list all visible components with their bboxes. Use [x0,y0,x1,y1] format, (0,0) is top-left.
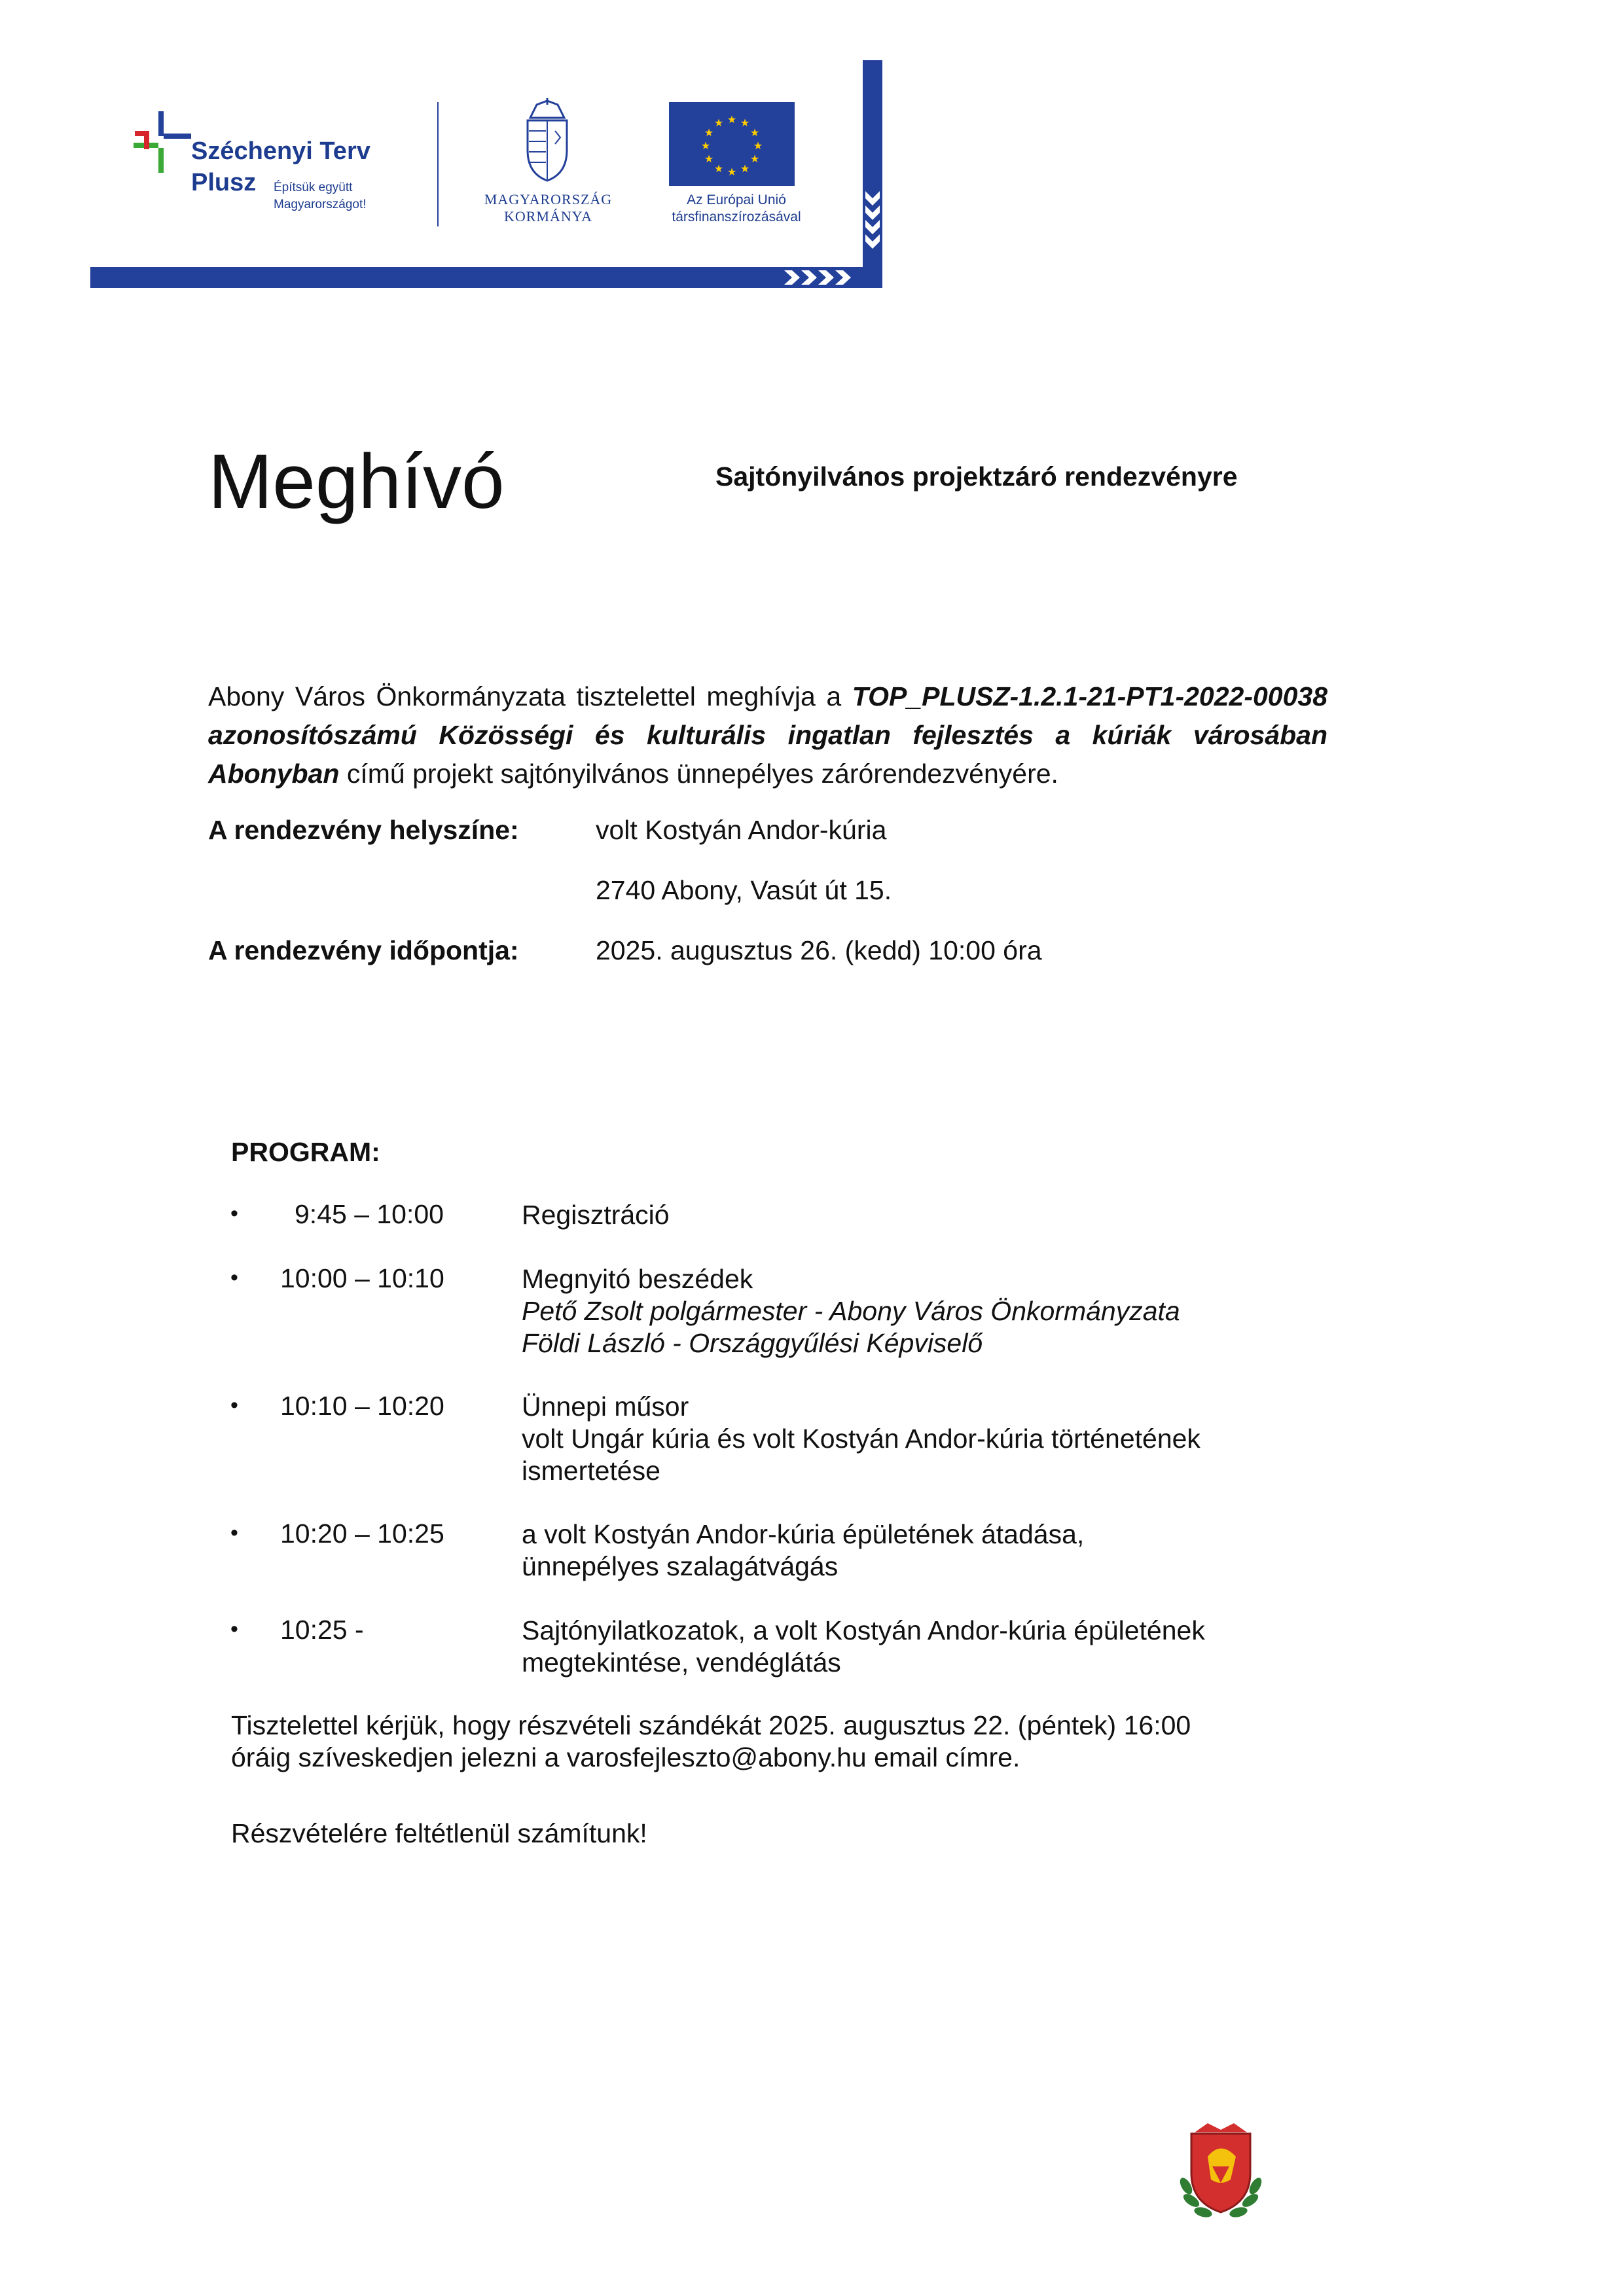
intro-text-2: című projekt sajtónyilvános ünnepélyes zárórendezvényére. [339,759,1058,789]
program-item-line: volt Ungár kúria és volt Kostyán Andor-kúria történetének [522,1424,1200,1454]
header-divider [437,102,439,226]
speaker-line: Pető Zsolt polgármester - Abony Város Önkormányzata [522,1296,1180,1326]
svg-text:★: ★ [740,117,750,129]
bullet-icon: • [230,1265,238,1290]
program-item-description [522,1391,1200,1487]
program-item-line: Sajtónyilatkozatok, a volt Kostyán Andor-kúria épületének [522,1615,1205,1645]
program-item-description [522,1199,670,1231]
program-item-line: Regisztráció [522,1200,670,1230]
eu-logo-line2: társfinanszírozásával [672,209,801,224]
location-label: A rendezvény helyszíne: [208,815,519,845]
program-time: 10:10 – 10:20 [280,1391,444,1421]
intro-text-1: Abony Város Önkormányzata tisztelettel meghívja a [208,681,852,711]
rsvp-line-1: Tisztelettel kérjük, hogy részvételi szándékát 2025. augusztus 22. (péntek) 16:00 [231,1710,1191,1740]
szechenyi-slogan-1: Építsük együtt [274,181,353,194]
bullet-icon: • [230,1201,238,1226]
page-subtitle: Sajtónyilvános projektzáró rendezvényre [715,461,1238,492]
program-item-description [522,1263,1180,1359]
bullet-icon: • [230,1393,238,1418]
program-time: 10:20 – 10:25 [280,1518,444,1549]
speaker-line: Földi László - Országgyűlési Képviselő [522,1328,983,1358]
szechenyi-slogan-2: Magyarországot! [274,198,367,211]
svg-text:★: ★ [713,162,724,175]
eu-logo-line1: Az Európai Unió [687,192,786,207]
szechenyi-logo-icon [131,111,193,173]
location-value-1: volt Kostyán Andor-kúria [596,815,887,845]
svg-text:★: ★ [704,152,714,165]
program-item-line: ünnepélyes szalagátvágás [522,1551,839,1581]
closing-line: Részvételére feltétlenül számítunk! [231,1818,647,1848]
rsvp-line-2: óráig szíveskedjen jelezni a varosfejleszto@abony.hu email címre. [231,1742,1020,1772]
szechenyi-logo-line1: Széchenyi Terv [191,137,370,165]
svg-text:★: ★ [753,139,763,152]
svg-text:★: ★ [727,166,737,178]
location-value-2: 2740 Abony, Vasút út 15. [596,875,892,905]
abony-coat-of-arms-icon [1172,2121,1270,2225]
program-heading: PROGRAM: [231,1137,380,1167]
rsvp-paragraph [231,1710,1344,1774]
government-logo-line2: KORMÁNYA [503,208,593,224]
date-value: 2025. augusztus 26. (kedd) 10:00 óra [596,935,1042,965]
svg-text:★: ★ [740,162,750,175]
bullet-icon: • [230,1520,238,1545]
program-time: 10:25 - [280,1615,364,1645]
svg-text:★: ★ [749,126,760,139]
svg-text:★: ★ [749,152,760,165]
program-item-line: a volt Kostyán Andor-kúria épületének átadása, [522,1519,1085,1549]
program-item-line: Ünnepi műsor [522,1391,689,1422]
program-item-line: megtekintése, vendéglátás [522,1647,841,1677]
svg-text:★: ★ [727,113,737,126]
program-item-line: ismertetése [522,1456,660,1486]
hungarian-coat-of-arms-icon [521,98,573,183]
svg-text:★: ★ [700,139,711,152]
program-item-description [522,1518,1084,1583]
government-logo-line1: MAGYARORSZÁG [484,191,613,207]
program-item-line: Megnyitó beszédek [522,1264,753,1294]
intro-paragraph [208,677,1327,793]
szechenyi-logo-line2: Plusz [191,169,257,196]
svg-text:★: ★ [704,126,714,139]
project-identifier: TOP_PLUSZ-1.2.1-21-PT1-2022-00038 azonosítószámú Közösségi és kulturális ingatlan fejlesztés a kúriák városában Abonyban [208,681,1327,789]
svg-text:★: ★ [713,117,724,129]
page-title: Meghívó [208,439,505,525]
bullet-icon: • [230,1617,238,1641]
eu-flag-icon [669,102,795,186]
program-time: 9:45 – 10:00 [295,1199,444,1229]
program-item-description [522,1615,1205,1679]
date-label: A rendezvény időpontja: [208,935,519,965]
program-time: 10:00 – 10:10 [280,1263,444,1293]
